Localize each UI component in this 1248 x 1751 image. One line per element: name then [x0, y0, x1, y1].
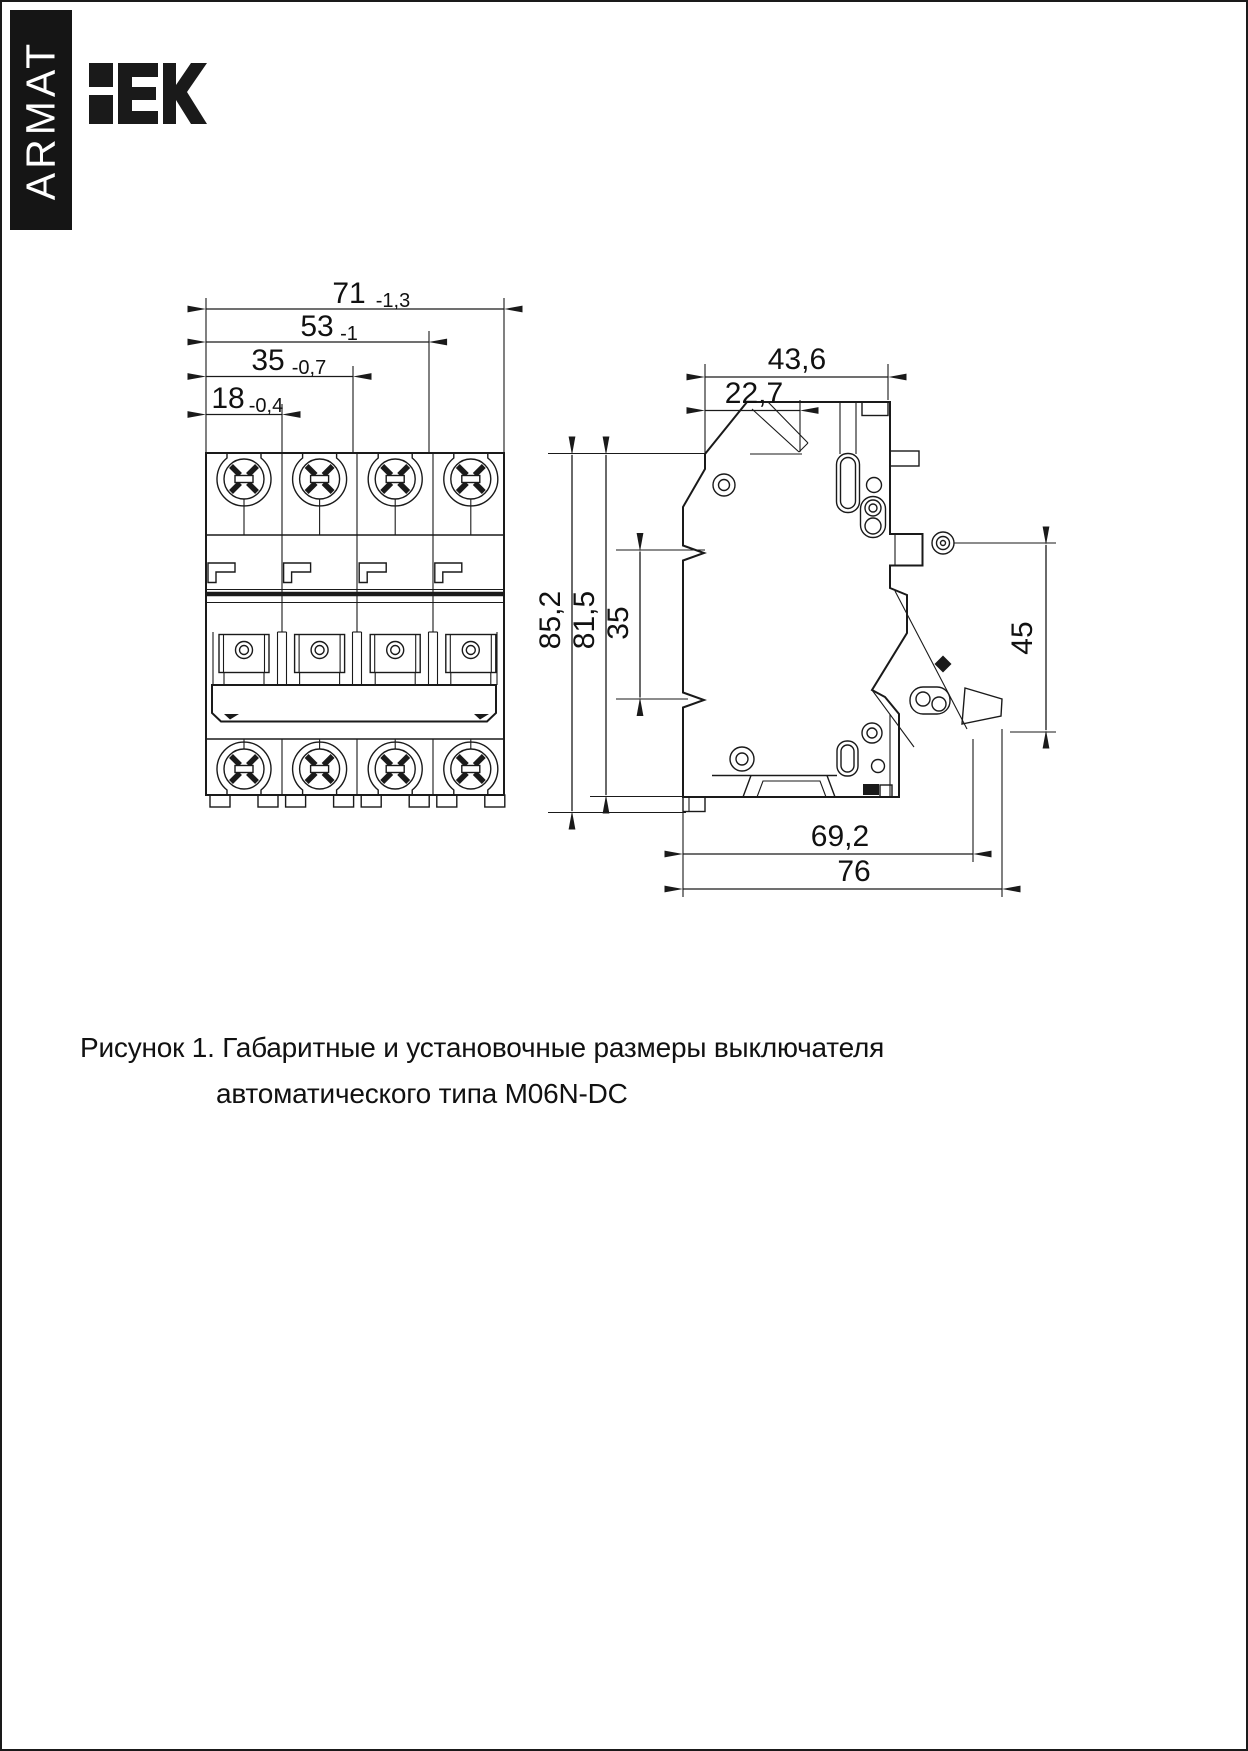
caption-line-1: Рисунок 1. Габаритные и установочные размеры выключателя — [80, 1032, 885, 1063]
side-view — [683, 402, 1002, 812]
dim-label-76: 76 — [837, 855, 871, 888]
front-view — [206, 453, 505, 807]
technical-drawing — [2, 2, 1248, 912]
dim-label-22-7: 22,7 — [724, 377, 784, 410]
dim-tolerance-35: -0,7 — [291, 357, 327, 379]
dim-label-71: 71 — [332, 277, 366, 310]
dim-label-53: 53 — [300, 310, 334, 343]
height-dimensions — [534, 454, 705, 813]
dim-label-81-5: 81,5 — [568, 590, 601, 650]
dim-label-18: 18 — [211, 382, 245, 415]
caption-line-2: автоматического типа M06N-DC — [216, 1078, 628, 1109]
right-dimension — [954, 543, 1056, 732]
dim-tolerance-53: -1 — [340, 323, 358, 345]
dim-label-35: 35 — [251, 344, 285, 377]
dim-label-69-2: 69,2 — [810, 820, 870, 853]
dim-tolerance-18: -0,4 — [248, 395, 284, 417]
dim-label-85-2: 85,2 — [534, 590, 567, 650]
dim-tolerance-71: -1,3 — [375, 290, 411, 312]
front-view-dimensions — [206, 277, 504, 453]
armat-label: ARMAT — [17, 39, 64, 201]
dim-label-35-din: 35 — [602, 606, 635, 640]
toggle-bar — [212, 685, 496, 722]
dim-label-43-6: 43,6 — [767, 343, 827, 376]
dim-label-45: 45 — [1006, 621, 1039, 655]
